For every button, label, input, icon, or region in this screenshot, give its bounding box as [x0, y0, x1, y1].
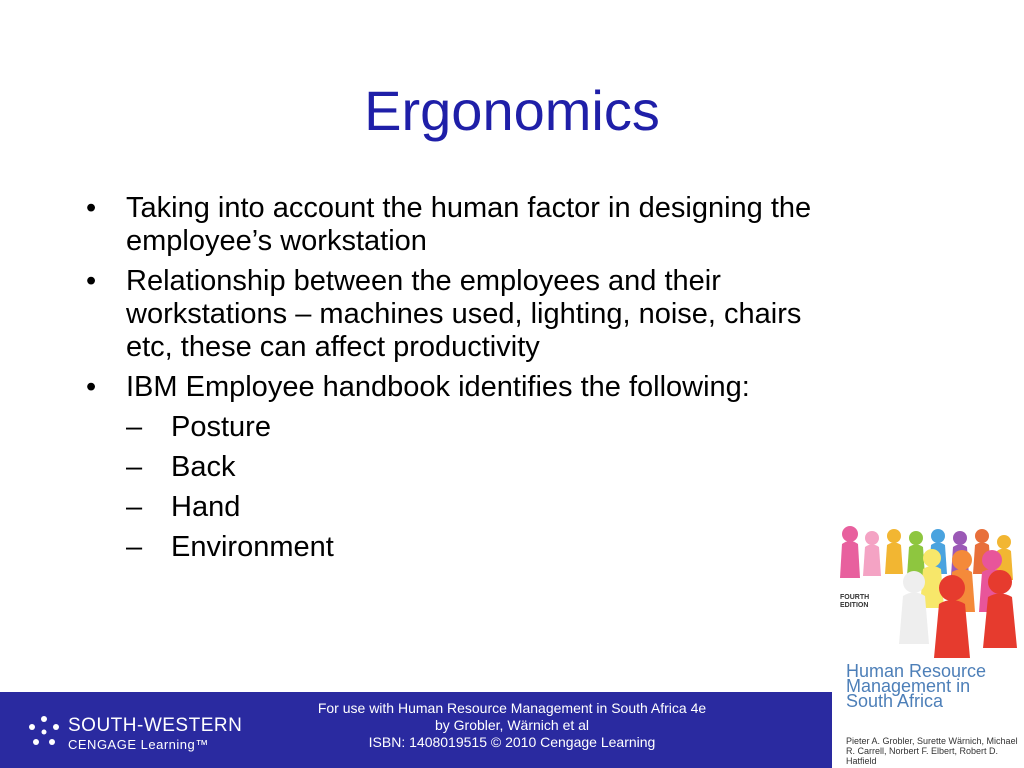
- logo-name: SOUTH-WESTERN: [68, 715, 243, 736]
- slide-content: [86, 192, 816, 564]
- book-cover-image: [832, 516, 1024, 768]
- bullet-mark: •: [86, 192, 97, 224]
- book-authors: Pieter A. Grobler, Surette Wärnich, Michael R. Carrell, Norbert F. Elbert, Robert D. Hatfield: [846, 736, 1018, 766]
- slide-title: Ergonomics: [364, 79, 660, 142]
- publisher-logo: [26, 712, 256, 752]
- dash-mark: –: [126, 491, 143, 523]
- sub-bullet-text: Posture: [171, 411, 271, 443]
- sub-bullet-item: [126, 491, 816, 524]
- bullet-mark: •: [86, 371, 97, 403]
- dash-mark: –: [126, 531, 143, 563]
- book-edition: FOURTH EDITION: [840, 594, 870, 609]
- footer-line: For use with Human Resource Management in South Africa 4e: [317, 700, 707, 716]
- footer-bar: [0, 692, 832, 768]
- footer-line: ISBN: 1408019515 © 2010 Cengage Learning: [368, 734, 656, 750]
- sub-bullet-text: Environment: [171, 531, 334, 563]
- bullet-text: Taking into account the human factor in designing the employee’s workstation: [126, 192, 812, 257]
- bullet-item: [86, 192, 816, 258]
- sub-bullet-item: [126, 411, 816, 444]
- sub-bullet-item: [126, 531, 816, 564]
- sub-bullet-text: Hand: [171, 491, 241, 523]
- bullet-item: [86, 265, 816, 364]
- bullet-item: [86, 371, 816, 404]
- dash-mark: –: [126, 411, 143, 443]
- bullet-text: Relationship between the employees and their workstations – machines used, lighting, noise, chairs etc, these can affect productivity: [126, 265, 802, 363]
- footer-line: by Grobler, Wärnich et al: [434, 717, 590, 733]
- bullet-text: IBM Employee handbook identifies the following:: [126, 371, 750, 403]
- bullet-mark: •: [86, 265, 97, 297]
- game-pieces-illustration: [832, 516, 1024, 666]
- logo-subtitle: CENGAGE Learning™: [68, 737, 209, 752]
- footer-citation: [270, 700, 754, 751]
- dash-mark: –: [126, 451, 143, 483]
- book-title: Human Resource Management in South Africa: [846, 661, 987, 711]
- star-icon: [26, 714, 62, 750]
- sub-bullet-item: [126, 451, 816, 484]
- sub-bullet-text: Back: [171, 451, 236, 483]
